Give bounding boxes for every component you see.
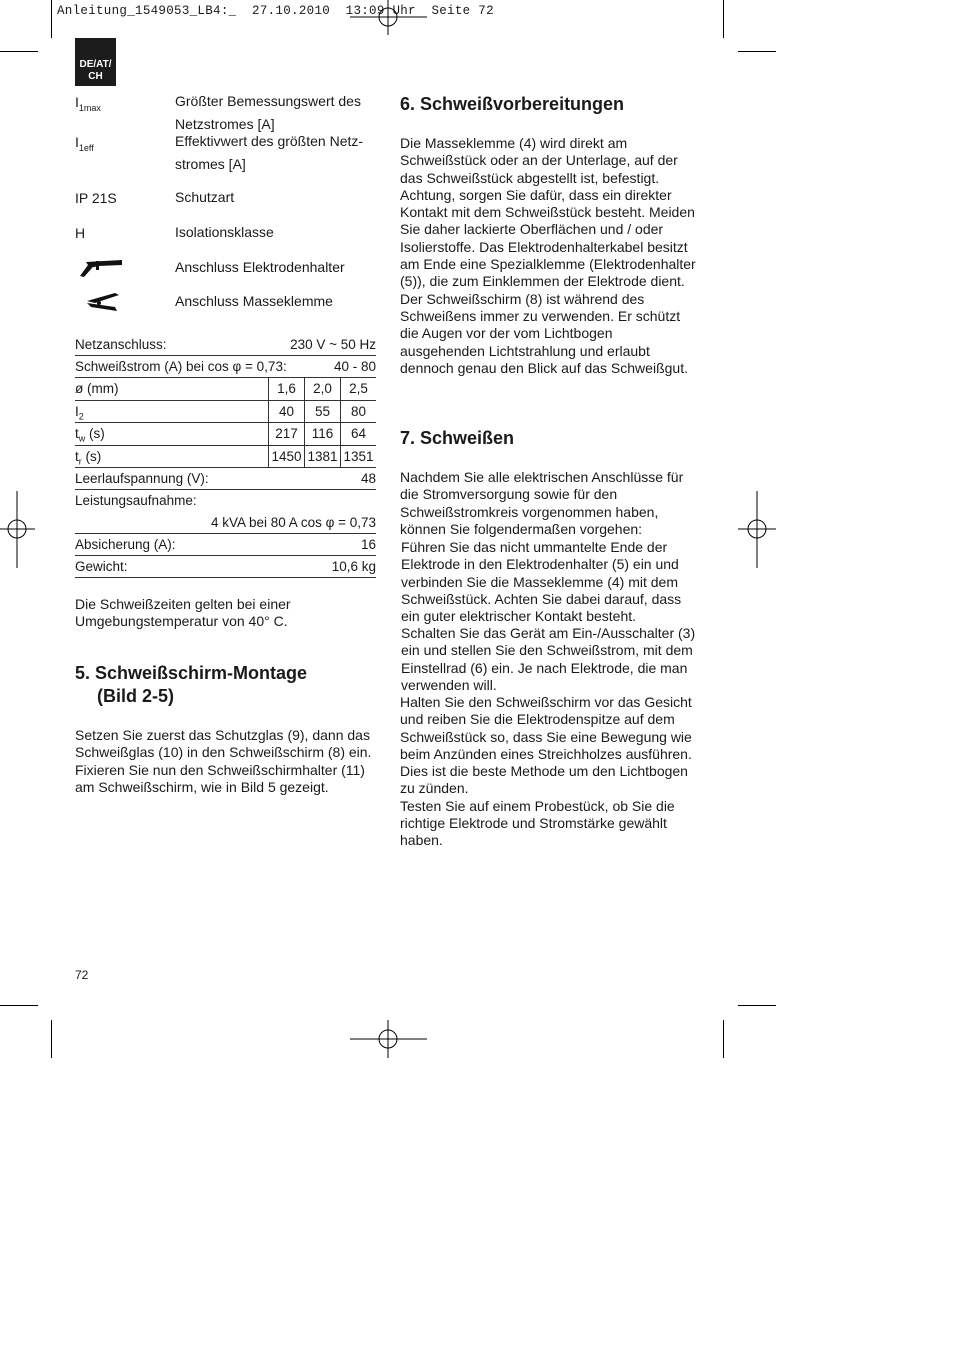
value-table-cell: 1381 bbox=[304, 446, 340, 468]
value-table-label: $t_r$ (s) bbox=[75, 448, 102, 467]
value-table-cell: 2,0 bbox=[304, 378, 340, 400]
ground-clamp-icon bbox=[85, 291, 121, 313]
value-table-cell: 2,5 bbox=[340, 378, 376, 400]
section7-step2: Schalten Sie das Gerät am Ein-/Ausschalter (3) ein und stellen Sie den Schweißstrom, mit dem Einstellrad (6) ein. Je nach Elektrode, die man verwenden will. bbox=[401, 625, 696, 693]
symbol-i1max: $I_{1max}$ bbox=[75, 94, 101, 113]
section6-title: 6. Schweißvorbereitungen bbox=[400, 94, 625, 114]
symbol-i1eff-desc: Effektivwert des größten Netz-stromes [A] bbox=[175, 133, 364, 172]
symbol-ip21s: IP 21S bbox=[75, 190, 117, 206]
section7-text3: Halten Sie den Schweißschirm vor das Gesicht und reiben Sie die Elektrodenspitze auf dem Schweißstück so, dass Sie eine Bewegung wie beim Anzünden eines Streichholzes ausführen. Dies ist die beste Methode um den Lichtbogen zu zünden. Testen Sie auf einem Probestück, ob Sie die richtige Elektrode und Stromstärke gewählt haben. bbox=[400, 694, 692, 849]
value-table-row bbox=[75, 423, 376, 446]
section7-intro: Nachdem Sie alle elektrischen Anschlüsse für die Stromversorgung sowie für den Schweißstromkreis vorgenommen haben, können Sie folgendermaßen vorgehen: bbox=[400, 469, 684, 537]
welding-time-note: Die Schweißzeiten gelten bei einer Umgebungstemperatur von 40° C. bbox=[75, 596, 291, 630]
section5-text: Setzen Sie zuerst das Schutzglas (9), dann das Schweißglas (10) in den Schweißschirm (8) ein. Fixieren Sie nun den Schweißschirmhalter (11) am Schweißschirm, wie in Bild 5 gezeigt. bbox=[75, 727, 372, 795]
spec-row-netz: Netzanschluss: 230 V ~ 50 Hz bbox=[75, 334, 376, 356]
spec-table bbox=[75, 334, 376, 580]
value-table-row bbox=[75, 401, 376, 424]
electrode-holder-desc: Anschluss Elektrodenhalter bbox=[175, 259, 345, 275]
value-table-cell: 217 bbox=[268, 423, 304, 445]
spec-row-gew: Gewicht: 10,6 kg bbox=[75, 556, 376, 578]
language-badge bbox=[75, 38, 116, 86]
print-header: Anleitung_1549053_LB4:_ 27.10.2010 13:09 Uhr Seite 72 bbox=[57, 4, 494, 18]
section5-heading bbox=[75, 662, 375, 708]
value-table-row bbox=[75, 446, 376, 469]
value-table-cell: 1351 bbox=[340, 446, 376, 468]
spec-row-leist-label: Leistungsaufnahme: bbox=[75, 493, 197, 508]
symbol-h-desc: Isolationsklasse bbox=[175, 224, 274, 240]
spec-row-leist-value: 4 kVA bei 80 A cos φ = 0,73 bbox=[75, 512, 376, 534]
ground-clamp-desc: Anschluss Masseklemme bbox=[175, 293, 333, 309]
value-table-cell: 40 bbox=[268, 401, 304, 423]
section5-title-line2: (Bild 2-5) bbox=[97, 686, 175, 706]
value-table-label: $t_w$ (s) bbox=[75, 426, 105, 444]
spec-row-abs: Absicherung (A): 16 bbox=[75, 534, 376, 556]
section6-text: Die Masseklemme (4) wird direkt am Schweißstück oder an der Unterlage, auf der das Schweißstück abgestellt ist, befestigt. Achtung, sorgen Sie dafür, dass ein direkter Kontakt mit dem Schweißstück besteht. Meiden Sie daher lackierte Oberflächen und / oder Isolierstoffe. Das Elektrodenhalterkabel besitzt am Ende eine Spezialklemme (Elektrodenhalter (5)), die zum Einklemmen der Elektrode dient. Der Schweißschirm (8) ist während des Schweißens immer zu verwenden. Er schützt die Augen vor der vom Lichtbogen ausgehenden Lichtstrahlung und erlaubt dennoch genau den Blick auf das Schweißgut. bbox=[400, 135, 696, 376]
value-table-label: $I_2$ bbox=[75, 403, 84, 422]
value-table-cell: 55 bbox=[304, 401, 340, 423]
value-table-row bbox=[75, 378, 376, 401]
value-table-label: ø (mm) bbox=[75, 381, 119, 396]
symbol-h: H bbox=[75, 225, 86, 241]
value-table-cell: 1,6 bbox=[268, 378, 304, 400]
language-badge-line1: DE/AT/ bbox=[79, 59, 112, 70]
value-table-cell: 80 bbox=[340, 401, 376, 423]
language-badge-line2: CH bbox=[88, 71, 103, 82]
spec-row-strom: Schweißstrom (A) bei cos φ = 0,73: 40 - 80 bbox=[75, 356, 376, 378]
value-table-cell: 116 bbox=[304, 423, 340, 445]
page-number: 72 bbox=[75, 968, 89, 982]
symbol-i1eff: $I_{1eff}$ bbox=[75, 134, 94, 153]
value-table-cell: 1450 bbox=[268, 446, 304, 468]
value-table-cell: 64 bbox=[340, 423, 376, 445]
section7-title: 7. Schweißen bbox=[400, 428, 515, 448]
section5-title-line1: 5. Schweißschirm-Montage bbox=[75, 663, 308, 683]
symbol-i1max-desc: Größter Bemessungswert des Netzstromes [A] bbox=[175, 93, 361, 132]
symbol-ip21s-desc: Schutzart bbox=[175, 189, 235, 205]
electrode-holder-icon bbox=[78, 256, 126, 278]
section7-step1: Führen Sie das nicht ummantelte Ende der Elektrode in den Elektrodenhalter (5) ein und verbinden Sie die Masseklemme (4) mit dem Schweißstück. Achten Sie dabei darauf, dass ein guter elektrischer Kontakt besteht. bbox=[401, 539, 682, 625]
spec-row-leer: Leerlaufspannung (V): 48 bbox=[75, 468, 376, 490]
